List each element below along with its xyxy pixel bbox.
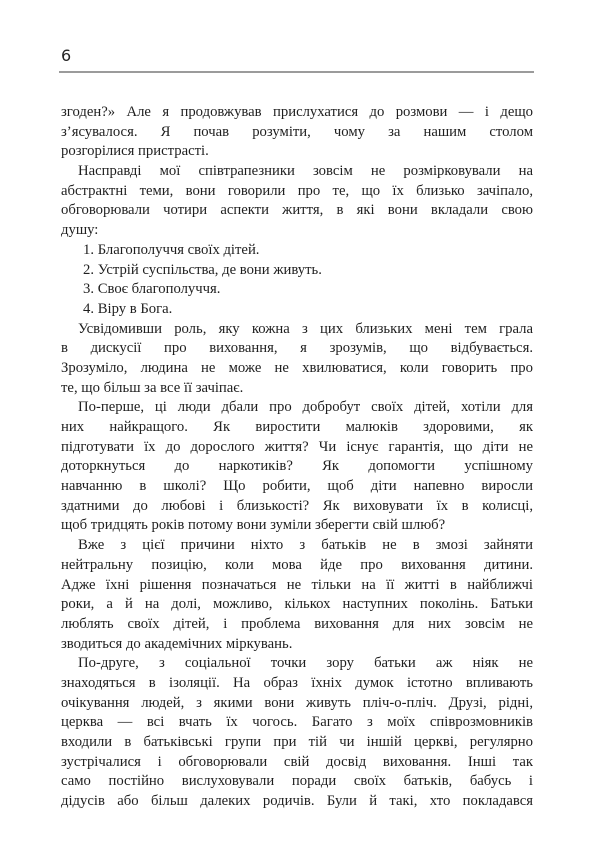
text-line: зводиться до академічних міркувань.: [61, 635, 293, 652]
text-line: входили в батьківські групи при тій чи іншій церкві, регулярно: [61, 734, 533, 750]
text-line: в дискусії про виховання, я зрозумів, що відбувається.: [61, 340, 533, 357]
text-line: підготувати їх до дорослого життя? Чи існує гарантія, що діти не: [61, 438, 533, 455]
text-line: розгорілися пристрасті.: [61, 143, 209, 160]
text-line: здатними до любові і близькості? Як виховувати їх в колисці,: [61, 497, 533, 514]
text-line: з’ясувалося. Я почав розуміти, чому за нашим столом: [61, 123, 533, 140]
text-line: зустрічалися і обговорювали свій досвід виховання. Інші так: [61, 753, 533, 770]
text-line: щоб тридцять років потому вони зуміли зберегти свій шлюб?: [61, 517, 446, 534]
text-line: абстрактні теми, вони говорили про те, що їх близько зачіпало,: [61, 182, 533, 199]
text-line: навчанню в школі? Що робити, щоб діти напевно виросли: [61, 478, 533, 495]
text-line: доторкнуться до наркотиків? Як допомогти успішному: [61, 458, 533, 475]
text-line: По-перше, ці люди дбали про добробут своїх дітей, хотіли для: [78, 399, 533, 416]
text-line: знаходяться в ізоляції. На образ їхніх думок істотно впливають: [61, 674, 533, 691]
text-line: само постійно вислуховували поради своїх батьків, бабусь і: [61, 773, 533, 790]
list-item: [61, 300, 533, 320]
text-line: те, що більш за все її зачіпає.: [61, 379, 244, 396]
header-rule: [59, 71, 534, 73]
text-line: Усвідомивши роль, яку кожна з цих близьких мені тем грала: [78, 320, 533, 337]
text-line: згоден?» Але я продовжував прислухатися до розмови — і дещо: [61, 104, 533, 120]
text-line: 4. Віру в Бога.: [83, 300, 173, 317]
text-line: Насправді мої співтрапезники зовсім не розмірковували на: [78, 163, 533, 180]
list-item: [61, 280, 533, 300]
paragraph: [61, 536, 533, 654]
page-number: 6: [61, 46, 72, 65]
text-line: душу:: [61, 222, 99, 239]
text-line: 1. Благополуччя своїх дітей.: [83, 241, 260, 258]
list-item: [61, 261, 533, 281]
text-line: нейтральну позицію, коли мова йде про виховання дитини.: [61, 556, 533, 573]
paragraph: [61, 320, 533, 399]
text-line: дідусів або більш далеких родичів. Були й такі, хто покладався: [61, 793, 533, 810]
text-line: роки, а й на долі, можливо, кількох наступних поколінь. Батьки: [61, 596, 533, 613]
text-line: 3. Своє благополуччя.: [83, 281, 221, 298]
page-text: [61, 103, 533, 812]
text-line: очікування людей, з якими вони живуть пліч-о-пліч. Друзі, рідні,: [61, 694, 533, 711]
paragraph: [61, 162, 533, 241]
text-line: люблять своїх дітей, і проблема виховання для них зовсім не: [61, 615, 533, 632]
text-line: них найкращого. Як виростити малюків здоровими, як: [61, 419, 533, 435]
text-line: церква — всі вчать їх чогось. Багато з моїх співрозмовників: [61, 714, 533, 731]
text-line: Вже з цієї причини ніхто з батьків не в змозі зайняти: [78, 537, 533, 554]
text-line: обговорювали чотири аспекти життя, в які вони вкладали свою: [61, 202, 533, 219]
text-line: Адже їхні рішення позначаться не тільки на її житті в найближчі: [61, 576, 533, 593]
paragraph: [61, 654, 533, 812]
list-item: [61, 241, 533, 261]
paragraph: [61, 103, 533, 162]
text-line: По-друге, з соціальної точки зору батьки аж ніяк не: [78, 655, 533, 672]
paragraph: [61, 398, 533, 536]
text-line: 2. Устрій суспільства, де вони живуть.: [83, 261, 322, 278]
text-line: Зрозуміло, людина не може не хвилюватися, коли говорить про: [61, 359, 533, 376]
